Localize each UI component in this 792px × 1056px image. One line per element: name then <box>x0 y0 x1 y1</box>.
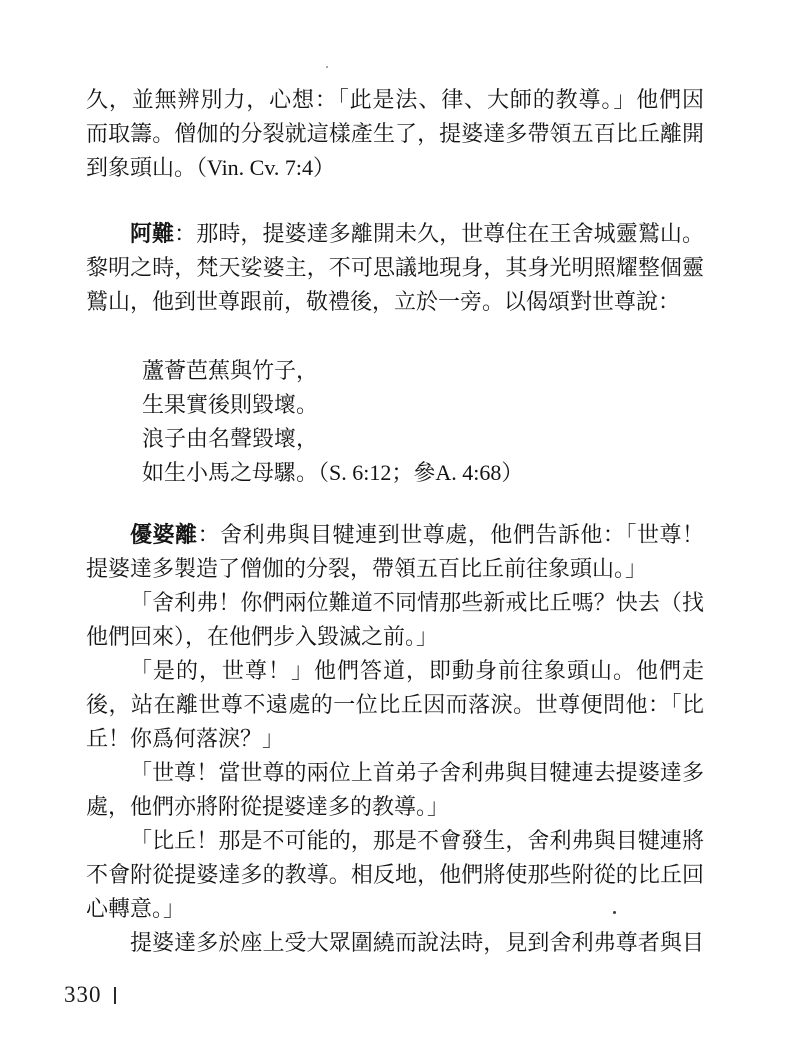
scan-speckle <box>613 911 616 914</box>
text-line: 鷲山，他到世尊跟前，敬禮後，立於一旁。以偈頌對世尊說： <box>86 289 681 314</box>
text-line: 不會附從提婆達多的教導。相反地，他們將使那些附從的比丘回 <box>86 862 704 887</box>
page-number: 330 <box>64 982 102 1007</box>
text-line: 「是的，世尊！」他們答道，即動身前往象頭山。他們走 <box>130 658 704 683</box>
text-line: 心轉意。」 <box>86 896 186 921</box>
verse-line: 浪子由名聲毀壞， <box>142 426 319 451</box>
speaker-line-text: ：舍利弗與目犍連到世尊處，他們告訴他：「世尊！ <box>197 522 704 547</box>
text-line: 提婆達多於座上受大眾圍繞而說法時，見到舍利弗尊者與目 <box>130 930 704 955</box>
text-line: 黎明之時，梵天娑婆主，不可思議地現身，其身光明照耀整個靈 <box>86 255 704 280</box>
verse-line-citation: 如生小馬之母騾。（S. 6:12；參A. 4:68） <box>142 460 524 485</box>
text-line: 久，並無辨別力，心想：「此是法、律、大師的教導。」他們因 <box>86 87 704 112</box>
text-line: 「舍利弗！你們兩位難道不同情那些新戒比丘嗎？快去（找 <box>130 590 704 615</box>
speaker-name: 阿難 <box>130 221 175 246</box>
footer-divider-bar <box>114 987 116 1004</box>
scan-speckle <box>326 66 328 68</box>
text-line: 丘！你爲何落淚？」 <box>86 726 285 751</box>
text-line: 「世尊！當世尊的兩位上首弟子舍利弗與目犍連去提婆達多 <box>130 760 704 785</box>
text-line: 提婆達多製造了僧伽的分裂，帶領五百比丘前往象頭山。」 <box>86 556 648 581</box>
body-text-block <box>86 83 704 960</box>
speaker-name: 優婆離 <box>130 522 198 547</box>
text-line-citation: 到象頭山。（Vin. Cv. 7:4） <box>86 155 336 180</box>
text-line-speaker-upali <box>86 518 704 552</box>
text-line-speaker-ananda <box>86 217 704 251</box>
verse-line: 生果實後則毀壞。 <box>142 392 319 417</box>
page-footer <box>64 982 116 1008</box>
text-line: 「比丘！那是不可能的，那是不會發生，舍利弗與目犍連將 <box>130 828 704 853</box>
text-line: 處，他們亦將附從提婆達多的教導。」 <box>86 794 450 819</box>
verse-line: 蘆薈芭蕉與竹子， <box>142 358 319 383</box>
text-line: 他們回來），在他們步入毀滅之前。」 <box>86 624 439 649</box>
text-line: 而取籌。僧伽的分裂就這樣產生了，提婆達多帶領五百比丘離開 <box>86 121 704 146</box>
text-line: 後，站在離世尊不遠處的一位比丘因而落淚。世尊便問他：「比 <box>86 692 704 717</box>
speaker-line-text: ：那時，提婆達多離開未久，世尊住在王舍城靈鷲山。 <box>174 221 704 246</box>
